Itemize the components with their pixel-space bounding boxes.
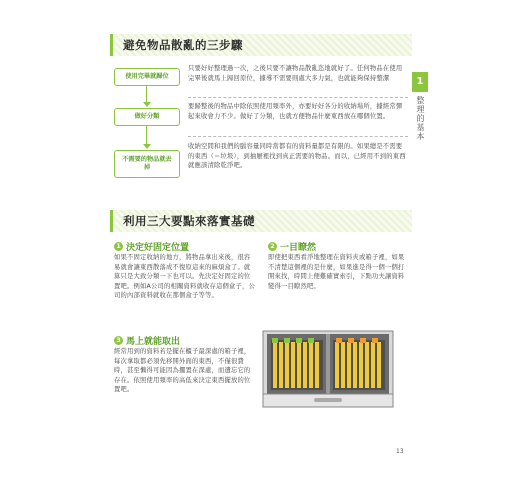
- step-label: 使用完畢就歸位: [125, 73, 169, 81]
- point-title-at-a-glance: [268, 240, 316, 253]
- divider: [188, 97, 408, 98]
- point-description: 如果不固定收納的地方，將物品拿出來後，很容易就會讓東西散落成不復原這來的麻煩盒了。就算只是大致分類一下也可以。先決定好固定的位置吧。例如A公司的相關資料就收存這個盒子，公司的內部資料就收在那個盒子等等。: [114, 254, 255, 300]
- step-label: 做好分類: [134, 113, 160, 121]
- point-heading: 馬上就能取出: [126, 337, 181, 347]
- number-badge: 3: [114, 336, 123, 345]
- step-description: 只要好好整理過一次，之後只要不讓物品散亂恣地就好了。任何物品在使用完畢後就馬上歸回原位，據導不需要則處大多力氣，也就能夠保持整潔: [188, 65, 403, 82]
- step-description: 收納空間和我們的腦容量同時當都有的資料量都是有限的。如果總是不需要的東西（＝垃圾），到抽屜裡找到真正需要的物品。而以，已經用不到的東西就應該清除乾淨吧。: [188, 143, 406, 169]
- flow-arrow: [143, 102, 151, 107]
- step-box-discard-unneeded: [114, 150, 180, 178]
- section-header-three-points: [110, 210, 412, 232]
- section-header-three-steps: [110, 34, 412, 56]
- step-box-return-after-use: [114, 68, 180, 86]
- number-badge: 1: [114, 242, 123, 251]
- page-number: 13: [396, 448, 404, 455]
- chapter-label: 整理的基本: [416, 96, 425, 141]
- divider: [188, 136, 408, 137]
- point-description: 經常用到的資料若是擺在櫃子最深處的箱子裡，每次拿取都必須先移開外面的東西，不僅很費時，甚至懶得可能因為擱置在深處，而遺忘它的存在。依照使用頻率的高低來決定東西擺放的位置吧。: [114, 348, 251, 394]
- point-title-easy-retrieval: [114, 334, 180, 347]
- file-drawer-illustration: [262, 330, 394, 408]
- section-title: 利用三大要點來落實基礎: [123, 214, 255, 228]
- section-title: 避免物品散亂的三步驟: [123, 38, 243, 52]
- step-description: 要歸整後的物品中除依照使用頻率外，亦要好好各分的收納場所，據經常彈起來收會力不少。做好了分類，也就方便物品什麼東西放在哪個位置。: [188, 103, 403, 120]
- point-title-fixed-position: [114, 240, 189, 253]
- step-label: 不需要的物品就丟掉: [122, 156, 172, 171]
- chapter-tab: 1: [412, 72, 428, 92]
- point-description: 即使把東西看淨地整理在資料夾或箱子裡，如果不清楚這個裡的是什麼，如果進是得一個一個打開來找，時間上便難確實索引，下點功夫讓資料變得一目瞭然吧。: [268, 254, 405, 290]
- flow-arrow: [143, 144, 151, 149]
- flow-connector: [146, 126, 147, 146]
- step-box-categorize: [114, 108, 180, 126]
- number-badge: 2: [268, 242, 277, 251]
- point-heading: 決定好固定位置: [126, 243, 190, 253]
- point-heading: 一目瞭然: [280, 243, 317, 253]
